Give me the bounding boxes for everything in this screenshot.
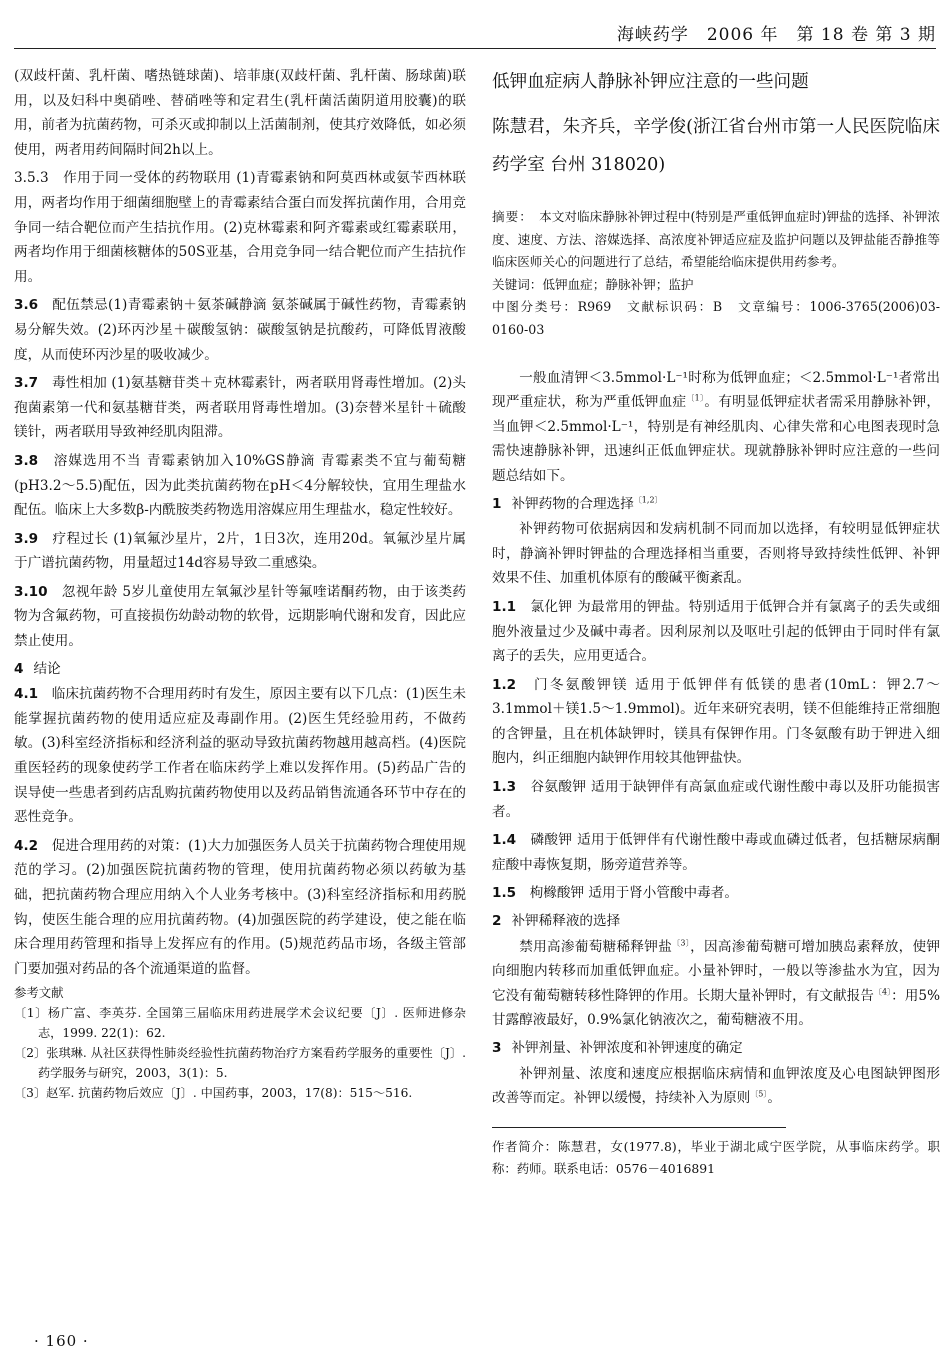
section-text: 促进合理用药的对策：(1)大力加强医务人员关于抗菌药物合理使用规范的学习。(2)加强医院抗菌药物的管理，使用抗菌药物必须以药敏为基础，把抗菌药物合理应用纳入个人业务考核中。(3)科室经济指标和用药脱钩，使医生能合理的应用抗菌药物。(4)加强医院的药学建设，使之能在临床合理用药管理和指导上发挥应有的作用。(5)规范药品市场，各级主管部门要加强对药品的各个流通渠道的监督。 [14, 837, 466, 977]
section-number: 3.7 [14, 375, 39, 392]
left-column [14, 64, 466, 1103]
section-4-1 [14, 682, 466, 830]
heading-number: 4 [14, 660, 24, 677]
intro-paragraph [492, 366, 940, 489]
page-number: · 160 · [34, 1332, 89, 1350]
section-text: 忽视年龄 5岁儿童使用左氧氟沙星针等氟喹诺酮药物，由于该类药物为含氟药物，可直接损伤幼龄动物的软骨，远期影响代谢和发育，因此应禁止使用。 [14, 583, 467, 650]
section-number: 3.5.3 [14, 170, 49, 187]
section-1-paragraph: 补钾药物可依据病因和发病机制不同而加以选择，有较明显低钾症状时，静滴补钾时钾盐的合理选择相当重要，否则将导致持续性低钾、补钾效果不佳、加重机体原有的酸碱平衡紊乱。 [492, 521, 940, 587]
section-text: 谷氨酸钾 适用于缺钾伴有高氯血症或代谢性酸中毒以及肝功能损害者。 [492, 779, 940, 820]
abstract-label: 摘要： [492, 209, 527, 224]
section-text: ：用5%甘露醇液最好，0.9%氯化钠液次之，葡萄糖液不用。 [492, 987, 941, 1029]
heading-text: 补钾剂量、补钾浓度和补钾速度的确定 [511, 1040, 743, 1056]
running-header [14, 8, 936, 49]
heading-2 [492, 909, 940, 934]
section-number: 3.9 [14, 530, 39, 547]
section-1-3 [492, 775, 940, 824]
section-number: 4.1 [14, 686, 39, 703]
section-number: 3.10 [14, 583, 48, 600]
article-authors: 陈慧君，朱齐兵，辛学俊(浙江省台州市第一人民医院临床药学室 台州 318020) [492, 117, 940, 175]
heading-4 [14, 657, 466, 682]
section-text: 临床抗菌药物不合理用药时有发生，原因主要有以下几点：(1)医生未能掌握抗菌药物的使用适应症及毒副作用。(2)医生凭经验用药，不做药敏。(3)科室经济指标和经济利益的驱动导致抗菌药物越用越高档。(4)医院重医轻药的现象使药学工作者在临床药学上难以发挥作用。(5)药品广告的误导使一些患者到药店乱购抗菌药物使用以及药品销售流通各环节中存在的恶性竞争。 [14, 686, 466, 826]
references-title: 参考文献 [14, 985, 64, 1001]
article-body [492, 366, 940, 1180]
section-text: 枸橼酸钾 适用于肾小管酸中毒者。 [529, 885, 738, 902]
citation: 〔1,2〕 [633, 495, 663, 504]
right-column [492, 64, 940, 1180]
heading-text: 结论 [33, 660, 61, 677]
section-text: 配伍禁忌(1)青霉素钠＋氨茶碱静滴 氨茶碱属于碱性药物，青霉素钠易分解失效。(2)环丙沙星＋碳酸氢钠：碳酸氢钠是抗酸药，可降低胃液酸度，从而使环丙沙星的吸收减少。 [14, 297, 467, 363]
heading-3 [492, 1036, 940, 1061]
intro-text: 一般血清钾＜3.5mmol·L⁻¹时称为低钾血症；＜2.5mmol·L⁻¹者常出现严重症状，称为严重低钾血症 [492, 369, 940, 411]
section-number: 1.5 [492, 885, 517, 902]
citation: 〔4〕 [873, 987, 892, 997]
section-number: 1.4 [492, 832, 517, 849]
section-3-5-3 [14, 166, 466, 289]
section-1-1 [492, 595, 940, 669]
abstract [492, 206, 940, 274]
section-number: 1.3 [492, 779, 517, 796]
heading-1 [492, 492, 940, 517]
section-text: 毒性相加 (1)氨基糖苷类＋克林霉素针，两者联用肾毒性增加。(2)头孢菌素第一代和氨基糖苷类，两者联用肾毒性增加。(3)奈替米星针＋硫酸镁针，两者联用导致神经肌肉阻滞。 [14, 375, 466, 441]
section-number: 3.8 [14, 452, 39, 469]
heading-text: 补钾稀释液的选择 [511, 913, 621, 930]
section-3-7 [14, 371, 466, 445]
section-text: 氯化钾 为最常用的钾盐。特别适用于低钾合并有氯离子的丢失或细胞外液量过少及碱中毒者。因利尿剂以及呕吐引起的低钾由于同时伴有氯离子的丢失，应用更适合。 [492, 598, 940, 665]
citation: 〔1〕 [686, 393, 705, 403]
section-text: ，因高渗葡萄糖可增加胰岛素释放，使钾向细胞内转移而加重低钾血症。小量补钾时，一般以等渗盐水为宜，因为它没有葡萄糖转移性降钾的作用。长期大量补钾时，有文献报告 [492, 938, 941, 1004]
paragraph-continued: (双歧杆菌、乳杆菌、嗜热链球菌)、培菲康(双歧杆菌、乳杆菌、肠球菌)联用，以及妇科中奥硝唑、替硝唑等和定君生(乳杆菌活菌阴道用胶囊)的联用，前者为抗菌药物，可杀灭或抑制以上活菌制剂，使其疗效降低，如必须使用，两者用药间隔时间2h以上。 [14, 68, 466, 158]
citation: 〔5〕 [750, 1089, 768, 1099]
section-4-2 [14, 834, 466, 982]
section-text: 磷酸钾 适用于低钾伴有代谢性酸中毒或血磷过低者，包括糖尿病酮症酸中毒恢复期，肠旁道营养等。 [492, 832, 940, 873]
heading-number: 3 [492, 1040, 502, 1056]
reference-item: 〔1〕杨广富、李英芬. 全国第三届临床用药进展学术会议纪要〔J〕. 医师进修杂志，1999. 22(1)：62. [14, 1006, 466, 1041]
section-1-5 [492, 881, 940, 906]
author-footnote: 作者简介：陈慧君，女(1977.8)，毕业于湖北咸宁医学院，从事临床药学。职称：药师。联系电话：0576－4016891 [492, 1138, 940, 1176]
section-3-6 [14, 293, 466, 367]
section-number: 1.2 [492, 676, 517, 693]
section-3-paragraph [492, 1062, 940, 1111]
section-2-paragraph [492, 935, 940, 1033]
citation: 〔3〕 [672, 938, 691, 948]
section-1-2 [492, 673, 940, 771]
heading-number: 1 [492, 495, 502, 512]
section-text: 门冬氨酸钾镁 适用于低钾伴有低镁的患者(10mL：钾2.7～3.1mmol＋镁1.5～1.9mmol)。近年来研究表明，镁不但能维持正常细胞的含钾量，且在机体缺钾时，镁具有保钾作用。门冬氨酸有助于钾进入细胞内，纠正细胞内缺钾作用较其他钾盐快。 [492, 676, 940, 767]
section-number: 4.2 [14, 837, 39, 854]
intro-text: 。有明显低钾症状者需采用静脉补钾，当血钾＜2.5mmol·L⁻¹，特别是有神经肌肉、心律失常和心电图表现时急需快速静脉补钾，迅速纠正低血钾症状。现就静脉补钾时应注意的一些问题总结如下。 [492, 394, 941, 484]
abstract-text: 本文对临床静脉补钾过程中(特别是严重低钾血症时)钾盐的选择、补钾浓度、速度、方法、溶媒选择、高浓度补钾适应症及监护问题以及钾盐能否静推等临床医师关心的问题进行了总结，希望能给临床提供用药参考。 [492, 209, 941, 270]
section-3-10 [14, 580, 466, 654]
section-3-9 [14, 527, 466, 576]
section-number: 1.1 [492, 598, 517, 615]
reference-item: 〔2〕张琪琳. 从社区获得性肺炎经验性抗菌药物治疗方案看药学服务的重要性〔J〕. 药学服务与研究，2003，3(1)：5. [14, 1046, 466, 1081]
section-text: 作用于同一受体的药物联用 (1)青霉素钠和阿莫西林或氨苄西林联用，两者均作用于细菌细胞壁上的青霉素结合蛋白而发挥抗菌作用，合用竞争同一结合靶位而产生拮抗作用。(2)克林霉素和阿齐霉素或红霉素联用，两者均作用于细菌核糖体的50S亚基，合用竞争同一结合靶位而产生拮抗作用。 [14, 170, 467, 285]
keywords: 关键词：低钾血症；静脉补钾；监护 [492, 276, 694, 292]
section-text: 禁用高渗葡萄糖稀释钾盐 [519, 938, 673, 955]
section-text: 疗程过长 (1)氧氟沙星片，2片，1日3次，连用20d。氧氟沙星片属于广谱抗菌药物，用量超过14d容易导致二重感染。 [14, 530, 466, 572]
article-title: 低钾血症病人静脉补钾应注意的一些问题 [492, 72, 809, 92]
section-text: 。 [767, 1090, 781, 1107]
section-number: 3.6 [14, 297, 39, 314]
footnote-divider [492, 1127, 786, 1128]
classification-info: 中图分类号：R969 文献标识码：B 文章编号：1006-3765(2006)03-0160-03 [492, 299, 940, 337]
section-text: 溶媒选用不当 青霉素钠加入10%GS静滴 青霉素类不宜与葡萄糖(pH3.2～5.5)配伍，因为此类抗菌药物在pH＜4分解较快，宜用生理盐水配伍。临床上大多数β-内酰胺类药物选用溶媒应用生理盐水，稳定性较好。 [14, 452, 466, 519]
heading-text: 补钾药物的合理选择 [511, 495, 634, 512]
section-text: 补钾剂量、浓度和速度应根据临床病情和血钾浓度及心电图缺钾图形改善等而定。补钾以缓慢，持续补入为原则 [492, 1065, 940, 1107]
journal-info: 海峡药学 2006 年 第 18 卷 第 3 期 [616, 25, 936, 45]
reference-item: 〔3〕赵军. 抗菌药物后效应〔J〕. 中国药事，2003，17(8)：515～516. [14, 1086, 413, 1101]
heading-number: 2 [492, 913, 502, 930]
section-3-8 [14, 449, 466, 523]
section-1-4 [492, 828, 940, 877]
